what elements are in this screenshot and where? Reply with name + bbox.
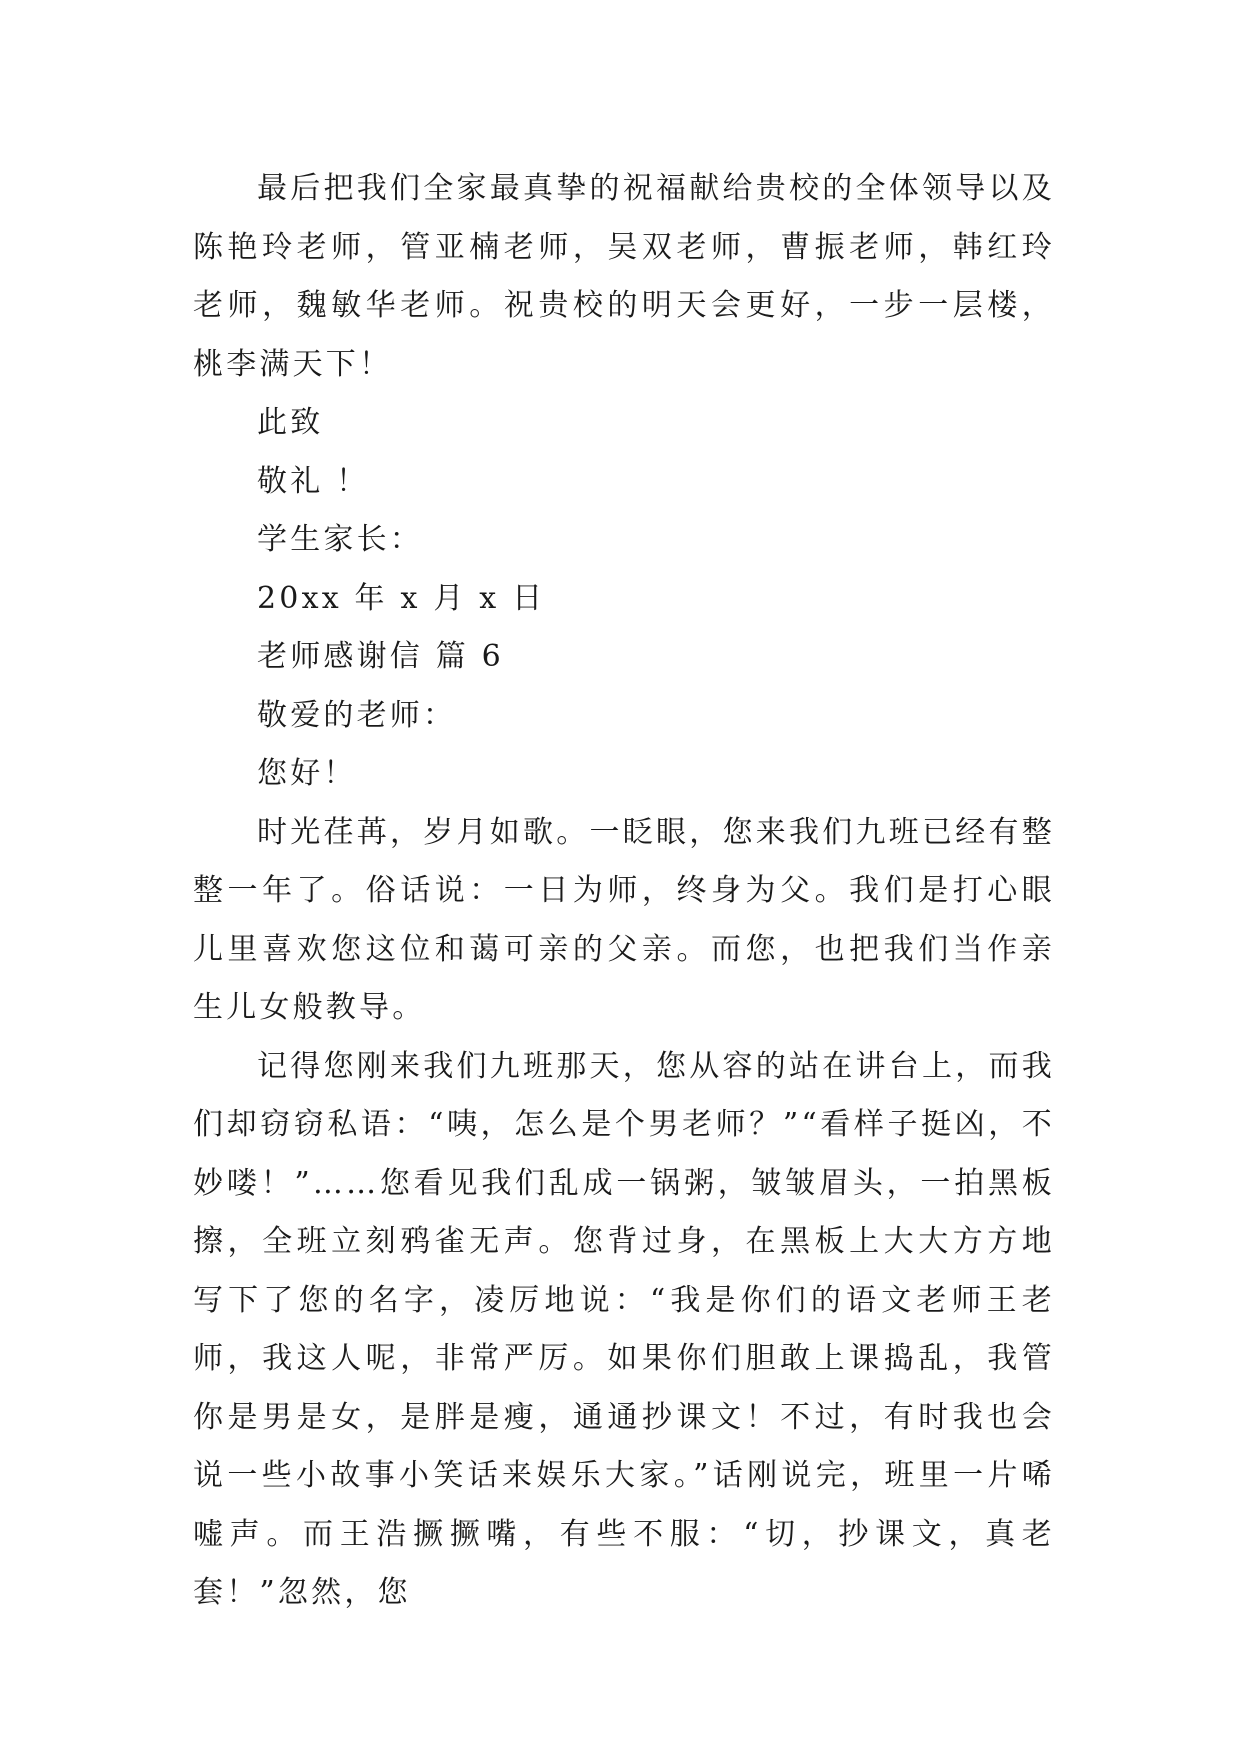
closing-paragraph: 最后把我们全家最真挚的祝福献给贵校的全体领导以及陈艳玲老师，管亚楠老师，吴双老师，曹振老师，韩红玲老师，魏敏华老师。祝贵校的明天会更好，一步一层楼，桃李满天下！ (193, 171, 1055, 382)
body-paragraph: 记得您刚来我们九班那天，您从容的站在讲台上，而我们却窃窃私语：“咦，怎么是个男老师？”“看样子挺凶，不妙喽！”……您看见我们乱成一锅粥，皱皱眉头，一拍黑板擦，全班立刻鸦雀无声。您背过身，在黑板上大大方方地写下了您的名字，凌厉地说：“我是你们的语文老师王老师，我这人呢，非常严厉。如果你们胆敢上课捣乱，我管你是男是女，是胖是瘦，通通抄课文！不过，有时我也会说一些小故事小笑话来娱乐大家。”话刚说完，班里一片唏嘘声。而王浩撅撅嘴，有些不服：“切，抄课文，真老套！”忽然，您 (193, 1048, 1055, 1610)
greeting: 您好！ (257, 756, 357, 791)
date-line: 20xx 年 x 月 x 日 (257, 580, 546, 616)
signature-line: 学生家长： (257, 522, 423, 557)
salutation: 敬爱的老师： (257, 697, 457, 733)
body-paragraph: 时光荏苒，岁月如歌。一眨眼，您来我们九班已经有整整一年了。俗话说：一日为师，终身为父。我们是打心眼儿里喜欢您这位和蔼可亲的父亲。而您，也把我们当作亲生儿女般教导。 (193, 814, 1055, 1025)
closing-phrase: 此致 (257, 405, 324, 440)
closing-salute: 敬礼 ！ (257, 463, 370, 499)
section-title: 老师感谢信 篇 6 (257, 639, 504, 674)
document-page (193, 160, 1055, 1623)
